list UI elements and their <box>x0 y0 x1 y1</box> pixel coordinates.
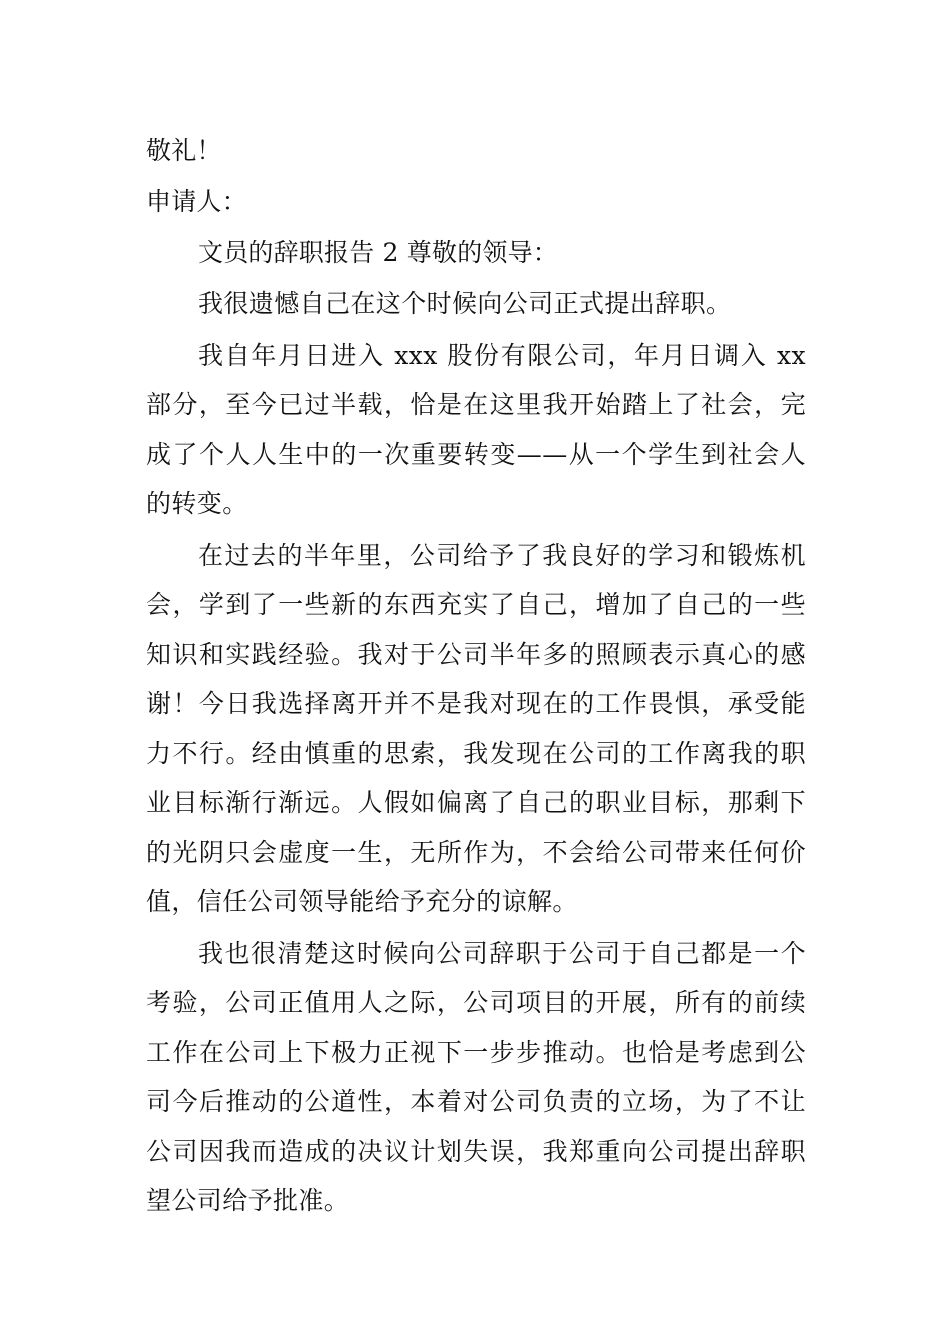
applicant-label: 申请人： <box>146 187 247 216</box>
letter-heading: 文员的辞职报告 2 尊敬的领导： <box>198 238 559 267</box>
paragraph-2: 我自年月日进入 xxx 股份有限公司，年月日调入 xx 部分，至今已过半载，恰是在这里我开始踏上了社会，完成了个人人生中的一次重要转变——从一个学生到社会人的转变。 <box>146 340 806 518</box>
closing-salutation: 敬礼！ <box>146 136 222 165</box>
paragraph-4: 我也很清楚这时候向公司辞职于公司于自己都是一个考验，公司正值用人之际，公司项目的开展，所有的前续工作在公司上下极力正视下一步步推动。也恰是考虑到公司今后推动的公道性，本着对公司负责的立场，为了不让公司因我而造成的决议计划失误，我郑重向公司提出辞职望公司给予批准。 <box>146 938 806 1215</box>
paragraph-3: 在过去的半年里，公司给予了我良好的学习和锻炼机会，学到了一些新的东西充实了自己，增加了自己的一些知识和实践经验。我对于公司半年多的照顾表示真心的感谢！今日我选择离开并不是我对现在的工作畏惧，承受能力不行。经由慎重的思索，我发现在公司的工作离我的职业目标渐行渐远。人假如偏离了自己的职业目标，那剩下的光阴只会虚度一生，无所作为，不会给公司带来任何价值，信任公司领导能给予充分的谅解。 <box>146 540 806 916</box>
paragraph-1: 我很遗憾自己在这个时候向公司正式提出辞职。 <box>198 289 732 318</box>
document-body <box>146 126 806 1226</box>
